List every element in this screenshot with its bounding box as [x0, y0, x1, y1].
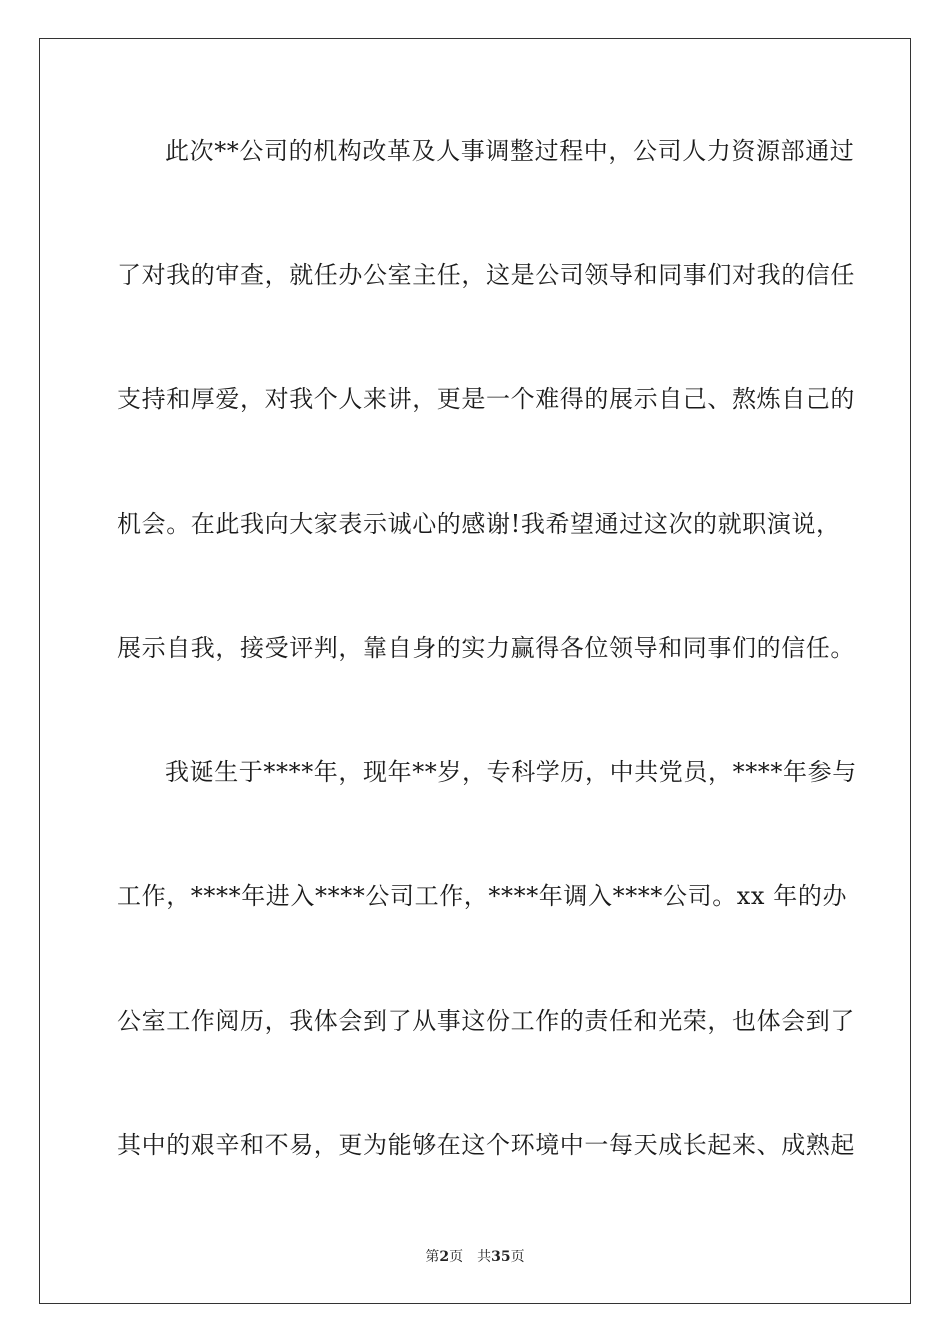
- total-pages: 35: [491, 1249, 511, 1265]
- paragraph-1-line-2: 了对我的审查，就任办公室主任，这是公司领导和同事们对我的信任: [117, 261, 855, 289]
- page-footer: [0, 1247, 950, 1267]
- paragraph-2-line-4: 其中的艰辛和不易，更为能够在这个环境中一每天成长起来、成熟起: [117, 1131, 855, 1159]
- total-unit: 页: [510, 1249, 525, 1265]
- paragraph-2-line-2: 工作，****年进入****公司工作，****年调入****公司。xx 年的办: [117, 882, 848, 910]
- page-number: 2: [439, 1249, 450, 1265]
- total-prefix: 共: [477, 1249, 492, 1265]
- paragraph-1-line-4: 机会。在此我向大家表示诚心的感谢!我希望通过这次的就职演说，: [117, 510, 841, 538]
- paragraph-1-line-5: 展示自我，接受评判，靠自身的实力赢得各位领导和同事们的信任。: [117, 634, 855, 662]
- paragraph-1-line-3: 支持和厚爱，对我个人来讲，更是一个难得的展示自己、熬炼自己的: [117, 385, 855, 413]
- paragraph-2-line-1: 我诞生于****年，现年**岁，专科学历，中共党员，****年参与: [165, 758, 857, 786]
- page-border: [39, 38, 911, 1304]
- page-unit: 页: [449, 1249, 464, 1265]
- paragraph-2-line-3: 公室工作阅历，我体会到了从事这份工作的责任和光荣，也体会到了: [117, 1007, 855, 1035]
- paragraph-1-line-1: 此次**公司的机构改革及人事调整过程中，公司人力资源部通过: [165, 137, 855, 165]
- page-prefix: 第: [425, 1249, 440, 1265]
